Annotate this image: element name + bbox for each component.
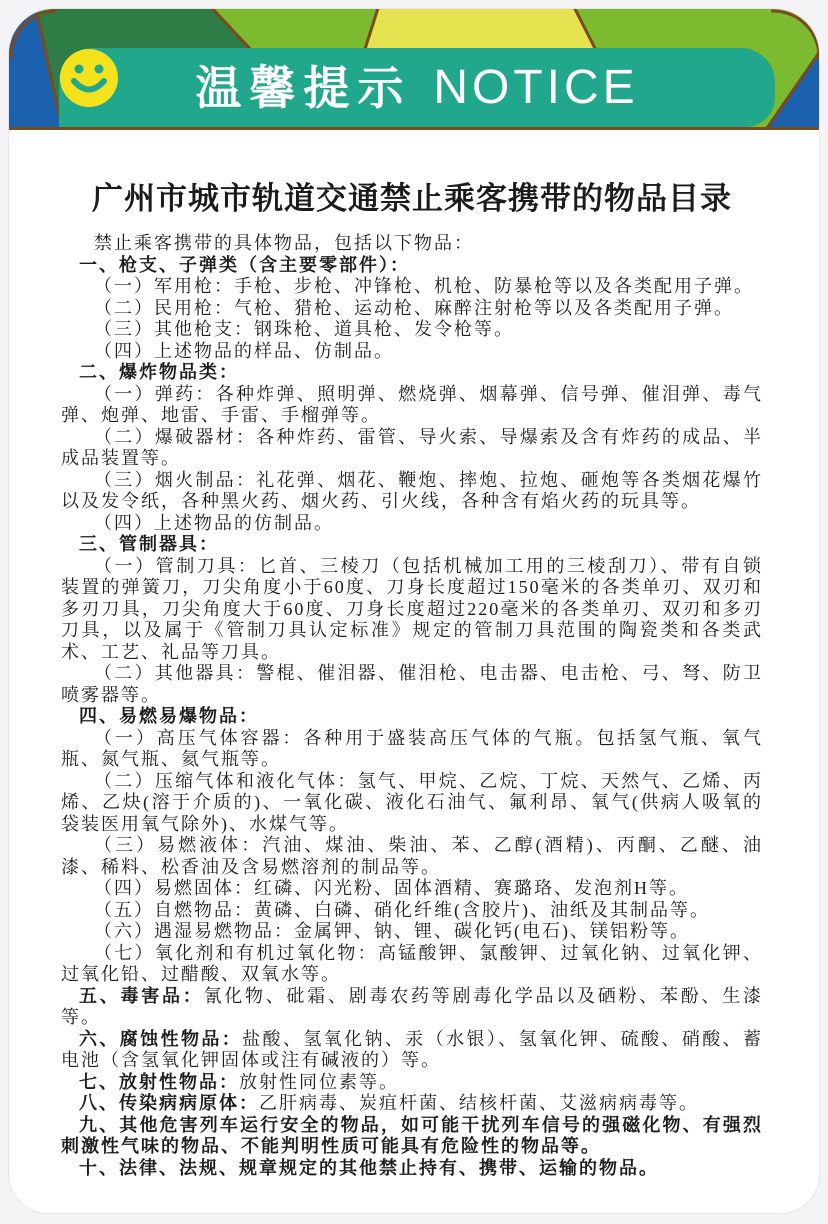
paragraph: 六、腐蚀性物品：盐酸、氢氧化钠、汞（水银）、氢氧化钾、硫酸、硝酸、蓄电池（含氢氧化钾固体或注有碱液的）等。 [61,1028,764,1070]
paragraph: （一）管制刀具：匕首、三棱刀（包括机械加工用的三棱刮刀）、带有自锁装置的弹簧刀，刀尖角度小于60度、刀身长度超过150毫米的各类单刃、双刃和多刃刀具，刀尖角度大于60度、刀身长度超过220毫米的各类单刃、双刃和多刃刀具，以及属于《管制刀具认定标准》规定的管制刀具范围的陶瓷类和各类武术、工艺、礼品等刀具。 [61,555,763,662]
paragraph: 八、传染病病原体：乙肝病毒、炭疽杆菌、结核杆菌、艾滋病病毒等。 [79,1093,699,1113]
document-title: 广州市城市轨道交通禁止乘客携带的物品目录 [92,181,732,216]
paragraph: 禁止乘客携带的具体物品，包括以下物品： [94,233,474,253]
paragraph: （四）易燃固体：红磷、闪光粉、固体酒精、赛璐珞、发泡剂H等。 [94,878,689,898]
paragraph: 十、法律、法规、规章规定的其他禁止持有、携带、运输的物品。 [79,1157,659,1178]
paragraph: 七、放射性物品：放射性同位素等。 [79,1071,399,1092]
paragraph: 四、易燃易爆物品： [79,706,259,726]
document-body [9,173,819,1179]
banner-title-chinese: 温馨提示 [195,61,412,114]
paragraph: （二）爆破器材：各种炸药、雷管、导火索、导爆索及含有炸药的成品、半成品装置等。 [61,426,763,468]
paragraph: （三）易燃液体：汽油、煤油、柴油、苯、乙醇(酒精)、丙酮、乙醚、油漆、稀料、松香油及含易燃溶剂的制品等。 [61,835,763,877]
paragraph: 一、枪支、子弹类（含主要零部件）： [79,254,410,275]
paragraph: 二、爆炸物品类： [79,362,239,382]
notice-card [8,8,820,1214]
paragraph: （二）民用枪：气枪、猎枪、运动枪、麻醉注射枪等以及各类配用子弹。 [94,297,734,318]
paragraph: （六）遇湿易燃物品：金属钾、钠、锂、碳化钙(电石)、镁铝粉等。 [94,921,690,941]
banner-title-english: NOTICE [433,60,639,114]
paragraph: 三、管制器具： [79,534,219,554]
paragraph: （三）烟火制品：礼花弹、烟花、鞭炮、摔炮、拉炮、砸炮等各类烟花爆竹以及发令纸，各种黑火药、烟火药、引火线，各种含有焰火药的玩具等。 [61,469,763,511]
header-decoration [9,9,819,130]
paragraph: 五、毒害品：氰化物、砒霜、剧毒农药等剧毒化学品以及硒粉、苯酚、生漆等。 [61,985,763,1027]
paragraph: （一）弹药：各种炸弹、照明弹、燃烧弹、烟幕弹、信号弹、催泪弹、毒气弹、炮弹、地雷、手雷、手榴弹等。 [61,383,763,425]
paragraph: （七）氧化剂和有机过氧化物：高锰酸钾、氯酸钾、过氧化钠、过氧化钾、过氧化铅、过醋酸、双氧水等。 [61,942,763,984]
paragraph: （三）其他枪支：钢珠枪、道具枪、发令枪等。 [94,319,514,339]
paragraph: （四）上述物品的仿制品。 [94,512,334,533]
paragraph: （五）自燃物品：黄磷、白磷、硝化纤维(含胶片)、油纸及其制品等。 [94,899,710,920]
smiley-face-icon [59,48,119,108]
paragraph: （一）高压气体容器：各种用于盛装高压气体的气瓶。包括氢气瓶、氧气瓶、氮气瓶、氦气瓶等。 [61,727,763,769]
document-paragraphs [61,233,763,1179]
paragraph: （二）压缩气体和液化气体：氢气、甲烷、乙烷、丁烷、天然气、乙烯、丙烯、乙炔(溶于介质的)、一氧化碳、液化石油气、氟利昂、氧气(供病人吸氧的袋装医用氧气除外)、水煤气等。 [61,770,763,834]
paragraph: （四）上述物品的样品、仿制品。 [94,340,394,361]
paragraph: （二）其他器具：警棍、催泪器、催泪枪、电击器、电击枪、弓、弩、防卫喷雾器等。 [61,663,763,705]
paragraph: 九、其他危害列车运行安全的物品，如可能干扰列车信号的强磁化物、有强烈刺激性气味的物品、不能判明性质可能具有危险性的物品等。 [61,1114,763,1156]
notice-banner [59,48,775,127]
paragraph: （一）军用枪：手枪、步枪、冲锋枪、机枪、防暴枪等以及各类配用子弹。 [94,276,754,296]
